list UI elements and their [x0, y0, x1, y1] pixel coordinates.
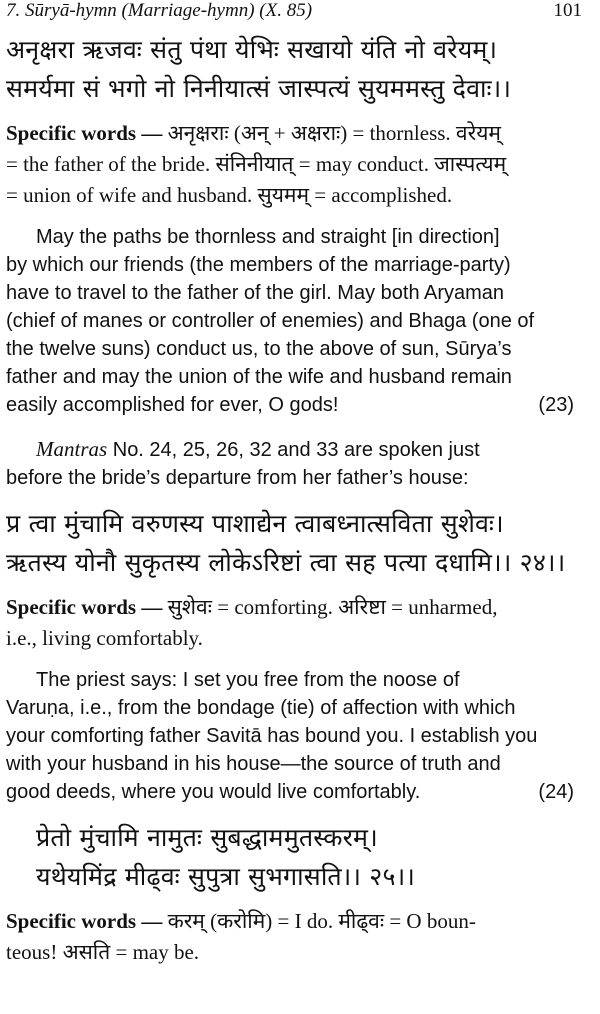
- specific-words-label: Specific words —: [6, 121, 163, 145]
- specific-words-23: [6, 118, 592, 211]
- prose-line: [6, 391, 592, 419]
- prose-line: by which our friends (the members of the marriage-party): [6, 254, 511, 276]
- sanskrit-verse-25: [6, 818, 592, 896]
- mantras-intro: [6, 435, 592, 492]
- specific-words-25: [6, 906, 592, 968]
- prose-line: have to travel to the father of the girl. May both Aryaman: [6, 282, 505, 304]
- verse-number: (23): [538, 394, 574, 416]
- verse-line: अनृक्षरा ऋजवः संतु पंथा येभिः सखायो यंति नो वरेयम्।: [6, 35, 498, 64]
- specific-words-text: = the father of the bride. संनिनीयात् = may conduct. जास्पत्यम्: [6, 152, 507, 176]
- verse-line: यथेयमिंद्र मीढ्वः सुपुत्रा सुभगासति।। २५।।: [36, 862, 416, 891]
- running-header: [6, 0, 592, 26]
- prose-line: father and may the union of the wife and husband remain: [6, 366, 512, 388]
- sanskrit-verse-23: [6, 30, 592, 108]
- mantras-text: before the bride’s departure from her father’s house:: [6, 467, 469, 489]
- verse-line: प्र त्वा मुंचामि वरुणस्य पाशाद्येन त्वाबध्नात्सविता सुशेवः।: [6, 509, 504, 538]
- prose-line: May the paths be thornless and straight [in direction]: [36, 226, 500, 248]
- prose-line: (chief of manes or controller of enemies) and Bhaga (one of: [6, 310, 535, 332]
- mantras-text: No. 24, 25, 26, 32 and 33 are spoken just: [107, 439, 480, 461]
- specific-words-text: i.e., living comfortably.: [6, 626, 203, 650]
- specific-words-text: अनृक्षराः (अन् + अक्षराः) = thornless. वरेयम्: [167, 121, 501, 145]
- verse-number: (24): [538, 781, 574, 803]
- sanskrit-verse-24: [6, 504, 592, 582]
- prose-line: [6, 778, 592, 806]
- mantras-italic: Mantras: [36, 437, 108, 461]
- specific-words-label: Specific words —: [6, 595, 163, 619]
- translation-24: [6, 666, 592, 806]
- specific-words-text: = union of wife and husband. सुयमम् = accomplished.: [6, 183, 453, 207]
- prose-line: with your husband in his house—the source of truth and: [6, 753, 501, 775]
- prose-line: Varuṇa, i.e., from the bondage (tie) of affection with which: [6, 697, 516, 719]
- prose-last-text: good deeds, where you would live comfortably.: [6, 781, 421, 803]
- prose-last-text: easily accomplished for ever, O gods!: [6, 394, 339, 416]
- prose-line: the twelve suns) conduct us, to the above of sun, Sūrya’s: [6, 338, 512, 360]
- specific-words-label: Specific words —: [6, 909, 163, 933]
- verse-line: समर्यमा सं भगो नो निनीयात्सं जास्पत्यं सुयममस्तु देवाः।।: [6, 74, 512, 103]
- verse-line: ऋतस्य योनौ सुकृतस्य लोकेऽरिष्टां त्वा सह पत्या दधामि।। २४।।: [6, 548, 566, 577]
- specific-words-text: teous! असति = may be.: [6, 940, 200, 964]
- specific-words-text: सुशेवः = comforting. अरिष्टा = unharmed,: [167, 595, 498, 619]
- prose-line: The priest says: I set you free from the noose of: [36, 669, 460, 691]
- prose-line: your comforting father Savitā has bound you. I establish you: [6, 725, 538, 747]
- specific-words-text: करम् (करोमि) = I do. मीढ्वः = O boun-: [167, 909, 476, 933]
- translation-23: [6, 223, 592, 419]
- chapter-title: 7. Sūryā-hymn (Marriage-hymn) (X. 85): [6, 0, 313, 21]
- specific-words-24: [6, 592, 592, 654]
- verse-line: प्रेतो मुंचामि नामुतः सुबद्धाममुतस्करम्।: [36, 823, 378, 852]
- page-number: 101: [553, 0, 582, 21]
